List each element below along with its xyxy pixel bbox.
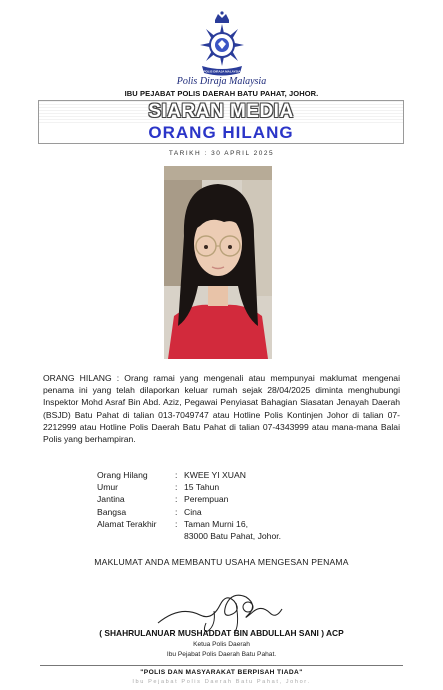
police-crest-logo (194, 10, 250, 78)
appeal-paragraph: ORANG HILANG : Orang ramai yang mengenali atau mempunyai maklumat mengenai penama ini yang telah dilaporkan keluar rumah sejak 28/04/2025 diminta menghubungi Inspektor Mohd Asraf Bin Abd. Aziz, Pegawai Penyiasat Bahagian Siasatan Jenayah Daerah (BSJD) Batu Pahat di talian 013-7049747 atau Hotline Polis Kontinjen Johor di talian 07-2212999 atau Hotline Polis Daerah Batu Pahat di talian 07-4343999 atau mana-mana Balai Polis yang berhampiran. (43, 373, 400, 445)
footer-address: Ibu Pejabat Polis Daerah Batu Pahat, Johor. (132, 679, 311, 685)
handwritten-signature (150, 575, 290, 635)
detail-separator: : (175, 506, 178, 517)
banner-title: SIARAN MEDIA (148, 101, 294, 122)
detail-row-race (97, 506, 281, 518)
crest-ribbon-text: POLIS DIRAJA MALAYSIA (203, 69, 241, 74)
detail-value: 83000 Batu Pahat, Johor. (184, 531, 281, 542)
detail-label: Alamat Terakhir (97, 518, 157, 529)
detail-value: KWEE YI XUAN (184, 470, 246, 480)
person-details (97, 469, 281, 542)
detail-row-address (97, 518, 281, 530)
detail-row-gender (97, 493, 281, 505)
detail-separator: : (175, 518, 178, 529)
signatory-title: Ketua Polis Daerah (193, 641, 250, 648)
banner-subtitle: ORANG HILANG (148, 123, 294, 142)
detail-label: Umur (97, 482, 119, 493)
detail-label: Orang Hilang (97, 470, 148, 480)
detail-value: 15 Tahun (184, 482, 220, 493)
detail-label: Jantina (97, 494, 125, 505)
date-line: TARIKH : 30 APRIL 2025 (168, 150, 275, 157)
signatory-office: Ibu Pejabat Polis Daerah Batu Pahat. (166, 651, 277, 658)
detail-row-age (97, 481, 281, 493)
appeal-tagline: MAKLUMAT ANDA MEMBANTU USAHA MENGESAN PENAMA (94, 557, 349, 567)
detail-separator: : (175, 482, 178, 493)
detail-separator: : (175, 494, 178, 505)
signatory-name: ( SHAHRULANUAR MUSHADDAT BIN ABDULLAH SANI ) ACP (99, 628, 344, 638)
detail-row-address-line2 (97, 530, 281, 542)
org-headquarters: IBU PEJABAT POLIS DAERAH BATU PAHAT, JOHOR. (124, 89, 319, 98)
org-name-script: Polis Diraja Malaysia (176, 76, 267, 87)
detail-label: Bangsa (97, 506, 127, 517)
title-banner (38, 100, 404, 144)
detail-separator-empty (175, 530, 184, 542)
banner-top-band (39, 101, 403, 123)
footer-motto: "POLIS DAN MASYARAKAT BERPISAH TIADA" (140, 669, 303, 676)
detail-separator: : (175, 470, 178, 480)
banner-bottom-band (39, 123, 403, 143)
detail-value: Perempuan (184, 494, 229, 505)
detail-row-name (97, 469, 281, 481)
detail-value: Cina (184, 506, 202, 517)
detail-value: Taman Murni 16, (184, 518, 249, 529)
footer-divider (40, 665, 403, 666)
detail-label-empty (97, 530, 175, 542)
missing-person-photo (164, 166, 272, 359)
